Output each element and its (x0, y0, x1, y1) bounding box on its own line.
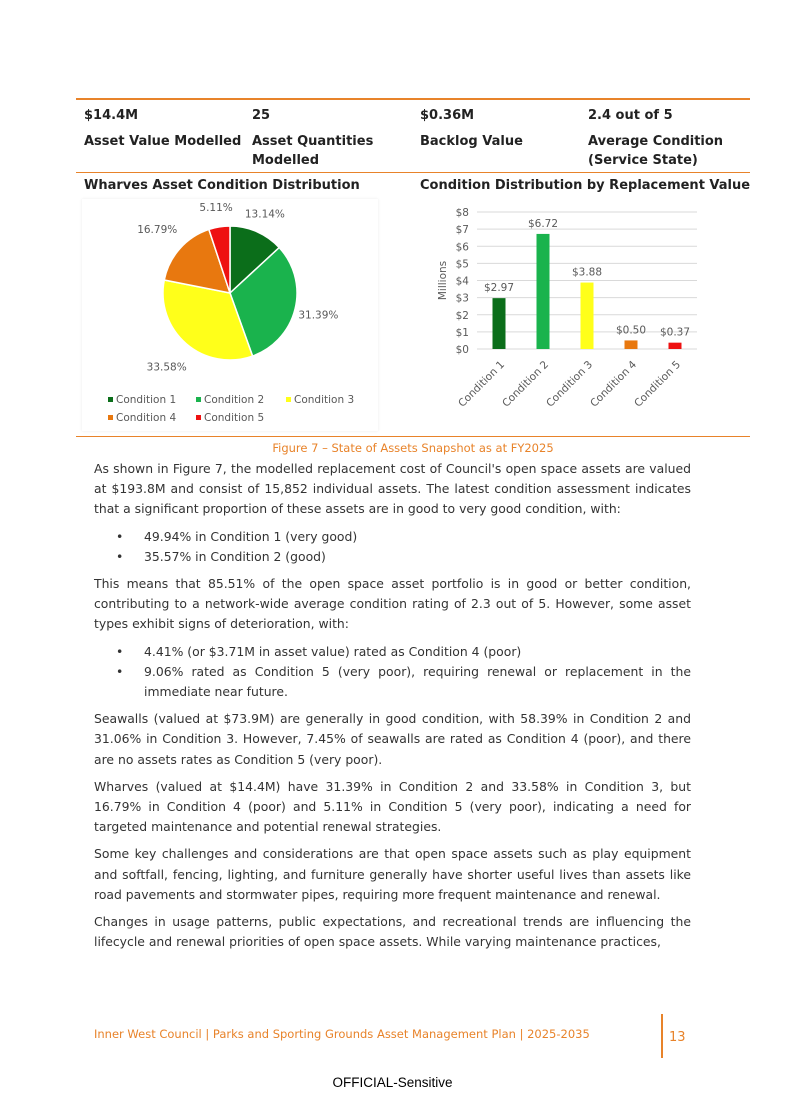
footer-divider (661, 1014, 663, 1058)
page-number: 13 (669, 1030, 686, 1045)
legend-swatch (286, 397, 291, 402)
kpi-label: Asset Quantities Modelled (252, 134, 374, 168)
kpi-average-condition (588, 108, 748, 170)
bar-data-label: $3.88 (571, 266, 603, 279)
kpi-value: 2.4 out of 5 (588, 108, 673, 123)
bar-chart (419, 199, 719, 429)
bar-3 (581, 283, 594, 349)
kpi-label: Average Condition (Service State) (588, 134, 724, 168)
kpi-value: $14.4M (84, 108, 139, 123)
body-text (94, 459, 691, 959)
pie-chart-panel (82, 199, 378, 431)
list-item: • 35.57% in Condition 2 (good) (94, 547, 691, 567)
legend-swatch (108, 397, 113, 402)
kpi-table (76, 98, 750, 173)
legend-swatch (196, 415, 201, 420)
bullet-list (94, 527, 691, 567)
paragraph: This means that 85.51% of the open space asset portfolio is in good or better condition, contributing to a network-wide average condition rating of 2.3 out of 5. However, some asset types exhibit signs of deterioration, with: (94, 576, 691, 632)
y-tick-label: $8 (455, 207, 469, 219)
paragraph: Changes in usage patterns, public expectations, and recreational trends are influencing the lifecycle and renewal priorities of open space assets. While varying maintenance practices, (94, 914, 691, 950)
x-tick-label: Condition 1 (456, 358, 508, 410)
list-item: • 49.94% in Condition 1 (very good) (94, 527, 691, 547)
kpi-asset-value (84, 108, 241, 151)
x-tick-label: Condition 4 (588, 358, 640, 410)
bar-2 (537, 234, 550, 349)
pie-chart-title: Wharves Asset Condition Distribution (84, 178, 360, 193)
bar-data-label: $2.97 (483, 282, 515, 295)
paragraph: Wharves (valued at $14.4M) have 31.39% in Condition 2 and 33.58% in Condition 3, but 16.79% in Condition 4 (poor) and 5.11% in Condition 5 (very poor), indicating a need for targeted maintenance and potential renewal strategies. (94, 778, 691, 835)
pie-data-label: 13.14% (244, 208, 285, 221)
bar-data-label: $6.72 (527, 217, 559, 230)
bar-data-label: $0.37 (659, 326, 691, 339)
bar-5 (669, 343, 682, 349)
bar-1 (493, 298, 506, 349)
bar-data-label: $0.50 (615, 324, 647, 337)
bar-chart-panel (419, 199, 719, 429)
kpi-asset-quantities (252, 108, 382, 170)
kpi-label: Asset Value Modelled (84, 134, 242, 149)
pie-data-label: 31.39% (298, 309, 339, 322)
legend-label: Condition 3 (294, 394, 355, 406)
y-tick-label: $6 (455, 241, 469, 254)
legend-label: Condition 5 (204, 412, 265, 424)
y-tick-label: $2 (455, 309, 469, 322)
y-tick-label: $4 (455, 275, 469, 288)
y-tick-label: $1 (455, 326, 469, 339)
y-tick-label: $0 (455, 344, 469, 356)
bar-4 (625, 340, 638, 349)
pie-data-label: 16.79% (137, 223, 178, 236)
x-tick-label: Condition 2 (500, 358, 552, 410)
x-tick-label: Condition 3 (544, 358, 596, 410)
figure-caption: Figure 7 – State of Assets Snapshot as at FY2025 (272, 441, 554, 455)
classification-label: OFFICIAL-Sensitive (332, 1075, 453, 1090)
legend-label: Condition 4 (116, 412, 177, 424)
y-tick-label: $7 (455, 224, 469, 237)
pie-data-label: 33.58% (146, 361, 187, 374)
list-item: • 4.41% (or $3.71M in asset value) rated as Condition 4 (poor) (94, 642, 691, 662)
kpi-value: 25 (252, 108, 271, 123)
y-tick-label: $3 (455, 292, 469, 305)
kpi-value: $0.36M (420, 108, 475, 123)
x-tick-label: Condition 5 (632, 358, 684, 410)
paragraph: Some key challenges and considerations are that open space assets such as play equipment and softfall, fencing, lighting, and furniture generally have shorter useful lives than assets like road pavements and stormwater pipes, requiring more frequent maintenance and renewal. (94, 846, 691, 902)
y-tick-label: $5 (455, 258, 469, 271)
legend-label: Condition 1 (116, 394, 177, 406)
legend-swatch (196, 397, 201, 402)
paragraph: Seawalls (valued at $73.9M) are generally in good condition, with 58.39% in Condition 2 and 31.06% in Condition 3. However, 7.45% of seawalls are rated as Condition 4 (poor), and there are no assets rates as Condition 5 (very poor). (94, 711, 691, 767)
paragraph: As shown in Figure 7, the modelled replacement cost of Council's open space assets are valued at $193.8M and consist of 15,852 individual assets. The latest condition assessment indicates that a significant proportion of these assets are in good to very good condition, with: (94, 461, 691, 517)
kpi-label: Backlog Value (420, 134, 523, 149)
pie-data-label: 5.11% (199, 202, 233, 215)
bar-chart-title: Condition Distribution by Replacement Value (420, 178, 751, 193)
legend-swatch (108, 415, 113, 420)
bullet-list (94, 642, 691, 703)
footer-text: Inner West Council | Parks and Sporting Grounds Asset Management Plan | 2025-2035 (94, 1027, 590, 1041)
kpi-backlog-value (420, 108, 523, 151)
y-axis-label: Millions (437, 260, 449, 301)
pie-chart (82, 199, 378, 431)
figure-divider (76, 436, 750, 437)
list-item: • 9.06% rated as Condition 5 (very poor), requiring renewal or replacement in the immediate near future. (94, 662, 691, 702)
legend-label: Condition 2 (204, 394, 265, 406)
